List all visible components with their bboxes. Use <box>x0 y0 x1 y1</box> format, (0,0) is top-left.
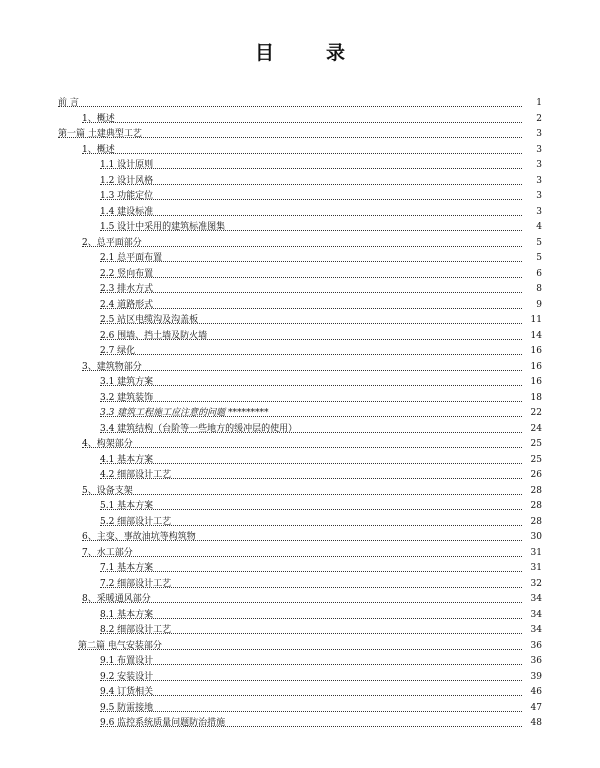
toc-entry[interactable]: 7.1 基本方案 31 <box>100 563 542 573</box>
toc-entry[interactable]: 3.2 建筑装饰 18 <box>100 392 542 403</box>
toc-page-number: 36 <box>522 654 542 668</box>
toc-page-number: 25 <box>522 453 542 467</box>
toc-entry[interactable]: 3.4 建筑结构（台阶等一些地方的缓冲层的使用） 24 <box>100 423 542 434</box>
toc-page-number: 16 <box>522 360 542 374</box>
toc-page-number: 11 <box>522 313 542 327</box>
toc-entry[interactable]: 3、建筑物部分 16 <box>82 361 542 372</box>
toc-page-number: 3 <box>522 127 542 141</box>
toc-entry-part-1[interactable]: 第一篇 土建典型工艺 3 <box>58 129 542 139</box>
toc-page-number: 5 <box>522 251 542 265</box>
toc-entry[interactable]: 2.3 排水方式 8 <box>100 284 542 294</box>
toc-page-number: 1 <box>522 96 542 110</box>
toc-entry[interactable]: 6、主变、事故油坑等构筑物 30 <box>82 532 542 542</box>
toc-page-number: 34 <box>522 623 542 637</box>
toc-page-number: 28 <box>522 515 542 529</box>
toc-entry[interactable]: 2.1 总平面布置 5 <box>100 253 542 263</box>
toc-page-number: 3 <box>522 158 542 172</box>
toc-entry[interactable]: 5.2 细部设计工艺 28 <box>100 516 542 527</box>
toc-entry[interactable]: 2.2 竖向布置 6 <box>100 268 542 279</box>
toc-page-number: 14 <box>522 329 542 343</box>
toc-entry[interactable]: 8.2 细部设计工艺 34 <box>100 625 542 635</box>
toc-entry[interactable]: 8、采暖通风部分 34 <box>82 594 542 604</box>
toc-entry[interactable]: 5、设备支架 28 <box>82 485 542 496</box>
toc-entry[interactable]: 4、构架部分 25 <box>82 439 542 449</box>
toc-entry[interactable]: 9.2 安装设计 39 <box>100 671 542 682</box>
toc-entry[interactable]: 2、总平面部分 5 <box>82 237 542 248</box>
toc-page-number: 25 <box>522 437 542 451</box>
toc-entry[interactable]: 1.4 建设标准 3 <box>100 206 542 217</box>
toc-entry[interactable]: 3.1 建筑方案 16 <box>100 377 542 387</box>
toc-page-number: 32 <box>522 577 542 591</box>
page-title <box>0 38 600 65</box>
toc-page-number: 30 <box>522 530 542 544</box>
toc-page-number: 18 <box>522 391 542 405</box>
toc-entry[interactable]: 1、概述 2 <box>82 113 542 124</box>
toc-page-number: 6 <box>522 267 542 281</box>
toc-entry[interactable]: 3.3 建筑工程施工应注意的问题 ********* 22 <box>100 408 542 418</box>
toc-entry[interactable]: 8.1 基本方案 34 <box>100 609 542 620</box>
toc-page-number: 8 <box>522 282 542 296</box>
toc-entry[interactable]: 5.1 基本方案 28 <box>100 501 542 511</box>
toc-entry[interactable]: 2.5 站区电缆沟及沟盖板 11 <box>100 315 542 325</box>
toc-page-number: 3 <box>522 189 542 203</box>
title-char-1: 目 <box>254 42 274 64</box>
toc-page-number: 22 <box>522 406 542 420</box>
toc-entry[interactable]: 4.2 细部设计工艺 26 <box>100 470 542 480</box>
toc-page-number: 9 <box>522 298 542 312</box>
toc-entry[interactable]: 2.7 绿化 16 <box>100 346 542 356</box>
toc-page-number: 46 <box>522 685 542 699</box>
toc-page-number: 48 <box>522 716 542 730</box>
toc-page-number: 3 <box>522 174 542 188</box>
toc-page-number: 16 <box>522 344 542 358</box>
toc-page-number: 34 <box>522 608 542 622</box>
toc-entry[interactable]: 2.6 围墙、挡土墙及防火墙 14 <box>100 330 542 341</box>
toc-entry[interactable]: 9.5 防雷接地 47 <box>100 702 542 713</box>
toc-entry[interactable]: 7.2 细部设计工艺 32 <box>100 578 542 589</box>
toc-entry[interactable]: 2.4 道路形式 9 <box>100 299 542 310</box>
toc-entry[interactable]: 1、概述 3 <box>82 144 542 155</box>
toc-entry[interactable]: 9.6 监控系统质量问题防治措施 48 <box>100 718 542 728</box>
toc-page-number: 39 <box>522 670 542 684</box>
toc-entry-part-2[interactable]: 第二篇 电气安装部分 36 <box>78 640 542 651</box>
toc-page-number: 36 <box>522 639 542 653</box>
toc-page-number: 3 <box>522 205 542 219</box>
toc-entry[interactable]: 1.2 设计风格 3 <box>100 175 542 186</box>
toc-page-number: 2 <box>522 112 542 126</box>
toc-page-number: 4 <box>522 220 542 234</box>
toc-entry-preface[interactable]: 前 言 1 <box>58 98 542 108</box>
toc-entry[interactable]: 9.1 布置设计 36 <box>100 656 542 666</box>
title-char-2: 录 <box>326 42 346 64</box>
toc-page-number: 34 <box>522 592 542 606</box>
toc-entry[interactable]: 4.1 基本方案 25 <box>100 454 542 465</box>
toc-page-number: 3 <box>522 143 542 157</box>
toc-entry[interactable]: 9.4 订货相关 46 <box>100 687 542 697</box>
toc-page-number: 31 <box>522 546 542 560</box>
toc-entry[interactable]: 1.3 功能定位 3 <box>100 191 542 201</box>
toc-page-number: 5 <box>522 236 542 250</box>
toc-entry[interactable]: 1.1 设计原则 3 <box>100 160 542 170</box>
toc-entry[interactable]: 7、水工部分 31 <box>82 547 542 558</box>
toc-page-number: 26 <box>522 468 542 482</box>
toc-page-number: 24 <box>522 422 542 436</box>
toc-entry[interactable]: 1.5 设计中采用的建筑标准图集 4 <box>100 222 542 232</box>
toc-page-number: 47 <box>522 701 542 715</box>
toc-page-number: 28 <box>522 484 542 498</box>
toc-page-number: 16 <box>522 375 542 389</box>
toc-page-number: 28 <box>522 499 542 513</box>
toc-page-number: 31 <box>522 561 542 575</box>
